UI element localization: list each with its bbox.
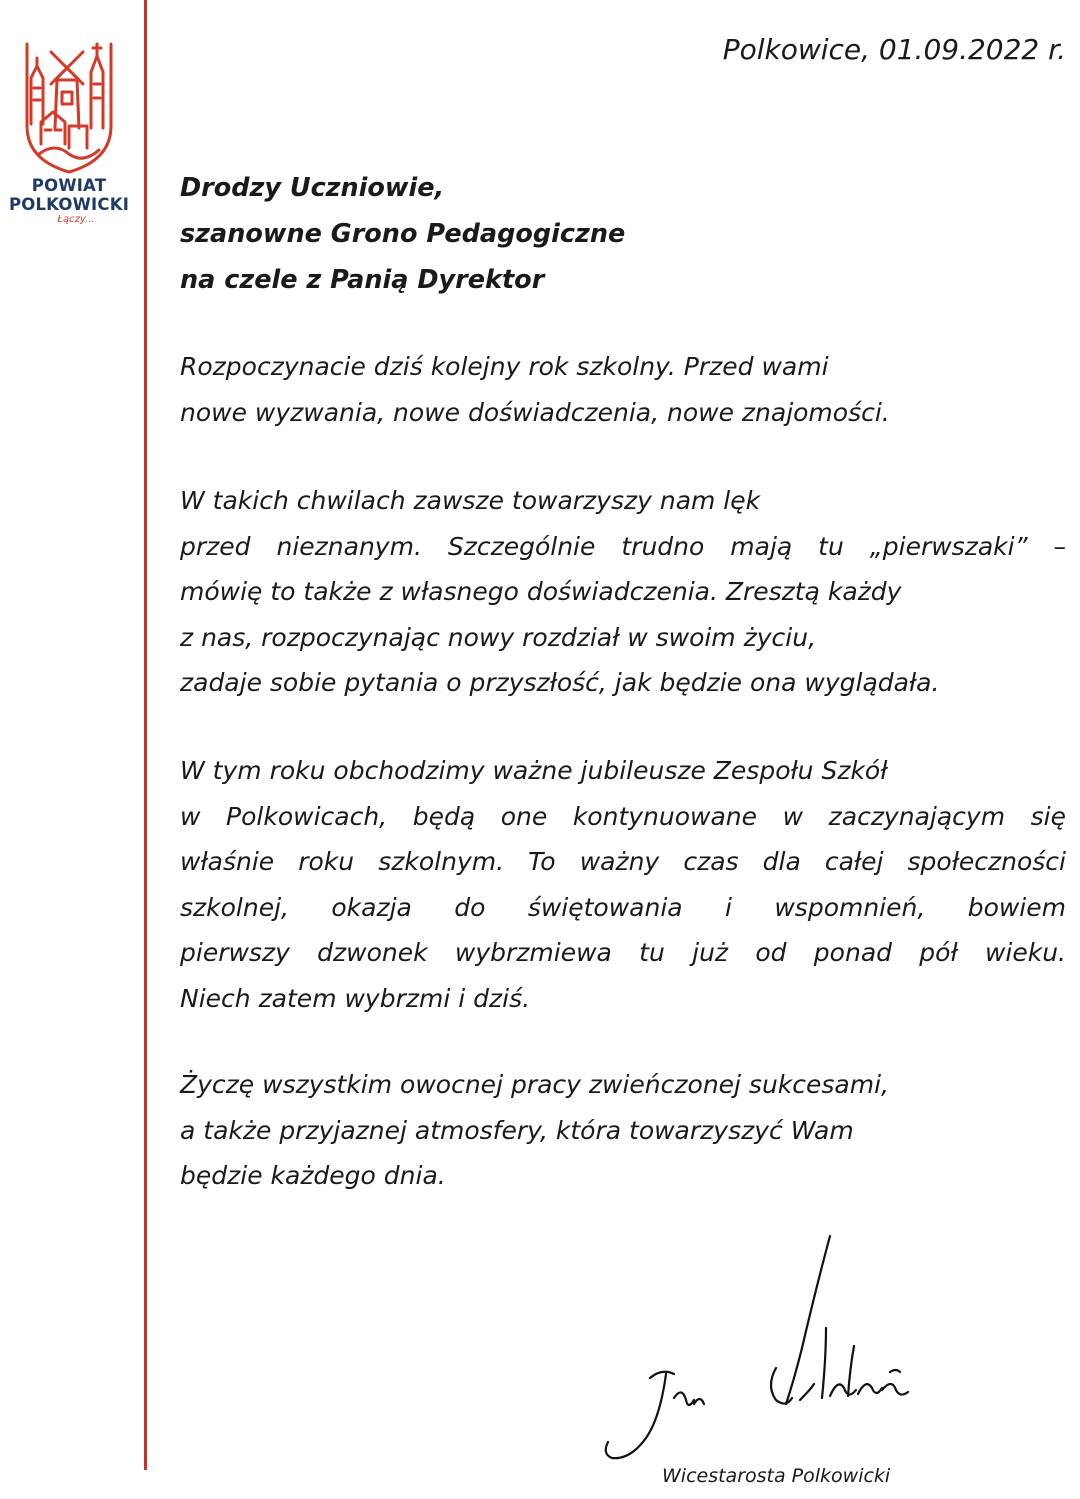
letter-date: Polkowice, 01.09.2022 r.	[722, 33, 1066, 66]
text-line: będzie każdego dnia.	[180, 1161, 446, 1190]
text-line: W takich chwilach zawsze towarzyszy nam lęk	[180, 486, 761, 515]
text-line: Niech zatem wybrzmi i dziś.	[180, 983, 531, 1013]
text-line: W tym roku obchodzimy ważne jubileusze Zespołu Szkół	[180, 756, 888, 785]
paragraph-3	[180, 748, 1066, 1021]
signatory-role: Wicestarosta Polkowicki	[662, 1465, 891, 1487]
logo-title-line2: POLKOWICKI	[8, 195, 130, 214]
greeting	[180, 165, 625, 303]
paragraph-4	[180, 1062, 1066, 1199]
coat-of-arms-icon	[19, 38, 119, 176]
text-line: nowe wyzwania, nowe doświadczenia, nowe znajomości.	[180, 397, 890, 427]
text-line: a także przyjaznej atmosfery, która towarzyszyć Wam	[180, 1115, 854, 1145]
paragraph-2	[180, 478, 1066, 706]
text-line: zadaje sobie pytania o przyszłość, jak będzie ona wyglądała.	[180, 668, 940, 697]
text-line: Życzę wszystkim owocnej pracy zwieńczonej sukcesami,	[180, 1070, 889, 1099]
paragraph-1	[180, 344, 1066, 435]
text-line: mówię to także z własnego doświadczenia. Zresztą każdy	[180, 577, 902, 606]
text-line: w Polkowicach, będą one kontynuowane w zaczynającym się	[180, 801, 1066, 831]
text-line: właśnie roku szkolnym. To ważny czas dla całej społeczności	[180, 847, 1066, 876]
text-line: przed nieznanym. Szczególnie trudno mają tu „pierwszaki” –	[180, 531, 1066, 561]
vertical-divider	[144, 0, 147, 1470]
greeting-line: na czele z Panią Dyrektor	[180, 265, 545, 295]
signature	[590, 1228, 920, 1472]
logo-title-line1: POWIAT	[31, 176, 107, 195]
handwritten-signature-icon	[590, 1228, 920, 1468]
text-line: pierwszy dzwonek wybrzmiewa tu już od ponad pół wieku.	[180, 938, 1066, 967]
text-line: szkolnej, okazja do świętowania i wspomnień, bowiem	[180, 892, 1066, 922]
logo-tagline: Łączy...	[57, 214, 95, 225]
greeting-line: Drodzy Uczniowie,	[180, 173, 445, 203]
text-line: z nas, rozpoczynając nowy rozdział w swoim życiu,	[180, 622, 817, 652]
greeting-line: szanowne Grono Pedagogiczne	[180, 219, 626, 249]
text-line: Rozpoczynacie dziś kolejny rok szkolny. Przed wami	[180, 352, 829, 381]
powiat-logo	[6, 38, 132, 226]
